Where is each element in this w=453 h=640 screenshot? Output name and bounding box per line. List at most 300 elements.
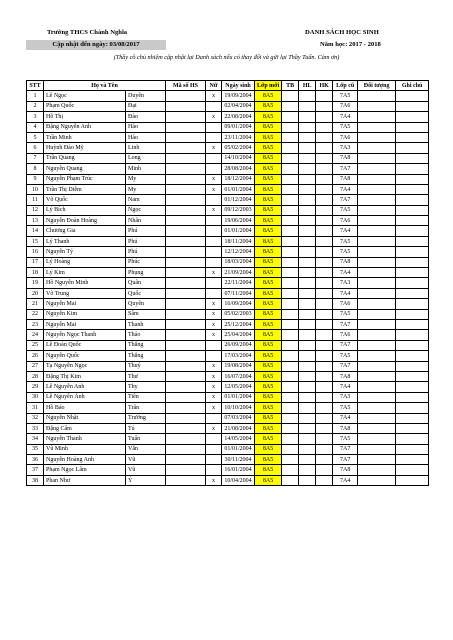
cell-new-class: 8A5 (255, 351, 282, 361)
cell-stt: 20 (27, 288, 44, 298)
cell-birthdate: 17/03/2004 (222, 351, 255, 361)
cell-birthdate: 26/09/2004 (222, 340, 255, 350)
cell-hk (316, 309, 333, 319)
cell-hl (299, 455, 316, 465)
cell-stt: 8 (27, 164, 44, 174)
col-header-name: Họ và Tên (44, 81, 166, 91)
cell-last-middle-name: Tạ Nguyễn Ngọc (44, 361, 126, 371)
cell-stt: 7 (27, 153, 44, 163)
cell-new-class: 8A5 (255, 382, 282, 392)
cell-female (206, 247, 222, 257)
cell-stt: 13 (27, 216, 44, 226)
table-row (27, 455, 429, 465)
cell-last-middle-name: Trần Thị Diễm (44, 184, 126, 194)
cell-new-class: 8A5 (255, 278, 282, 288)
col-header-birthdate: Ngày sinh (222, 81, 255, 91)
cell-category (358, 101, 396, 111)
cell-hk (316, 122, 333, 132)
cell-hk (316, 423, 333, 433)
cell-notes (396, 455, 429, 465)
cell-last-middle-name: Lý Thanh (44, 236, 126, 246)
cell-birthdate: 12/12/2004 (222, 247, 255, 257)
cell-new-class: 8A5 (255, 257, 282, 267)
cell-new-class: 8A5 (255, 268, 282, 278)
cell-notes (396, 257, 429, 267)
cell-hl (299, 184, 316, 194)
cell-tb (282, 91, 299, 101)
cell-new-class: 8A5 (255, 392, 282, 402)
cell-stt: 5 (27, 132, 44, 142)
cell-tb (282, 413, 299, 423)
cell-tb (282, 371, 299, 381)
cell-student-id (166, 403, 206, 413)
cell-old-class: 7A8 (333, 174, 358, 184)
cell-tb (282, 226, 299, 236)
cell-first-name: Vũ (126, 465, 166, 475)
cell-first-name: Nam (126, 195, 166, 205)
cell-old-class: 7A4 (333, 288, 358, 298)
cell-hk (316, 444, 333, 454)
cell-old-class: 7A3 (333, 392, 358, 402)
cell-last-middle-name: Chương Gia (44, 226, 126, 236)
cell-category (358, 132, 396, 142)
cell-birthdate: 22/11/2004 (222, 278, 255, 288)
cell-new-class: 8A5 (255, 236, 282, 246)
cell-category (358, 288, 396, 298)
cell-hl (299, 330, 316, 340)
cell-student-id (166, 465, 206, 475)
cell-old-class: 7A4 (333, 413, 358, 423)
cell-birthdate: 14/10/2004 (222, 153, 255, 163)
cell-stt: 9 (27, 174, 44, 184)
cell-last-middle-name: Nguyễn Quang (44, 164, 126, 174)
cell-student-id (166, 278, 206, 288)
cell-old-class: 7A5 (333, 205, 358, 215)
col-header-hk: HK (316, 81, 333, 91)
cell-hk (316, 91, 333, 101)
table-row (27, 392, 429, 402)
cell-notes (396, 122, 429, 132)
cell-stt: 35 (27, 444, 44, 454)
cell-stt: 19 (27, 278, 44, 288)
cell-female (206, 257, 222, 267)
cell-first-name: Vũ (126, 455, 166, 465)
cell-tb (282, 268, 299, 278)
cell-birthdate: 07/11/2004 (222, 288, 255, 298)
cell-hk (316, 132, 333, 142)
cell-first-name: Thy (126, 382, 166, 392)
cell-category (358, 174, 396, 184)
cell-tb (282, 330, 299, 340)
cell-first-name: Quốc (126, 288, 166, 298)
cell-old-class: 7A7 (333, 195, 358, 205)
table-header-row (27, 81, 429, 91)
cell-female (206, 351, 222, 361)
table-row (27, 278, 429, 288)
cell-first-name: Tú (126, 423, 166, 433)
cell-new-class: 8A5 (255, 309, 282, 319)
table-row (27, 247, 429, 257)
cell-tb (282, 112, 299, 122)
cell-hk (316, 101, 333, 111)
cell-category (358, 257, 396, 267)
cell-notes (396, 132, 429, 142)
cell-female: x (206, 330, 222, 340)
update-date-banner (26, 40, 166, 50)
cell-new-class: 8A5 (255, 122, 282, 132)
cell-first-name: Nhân (126, 216, 166, 226)
cell-first-name: Long (126, 153, 166, 163)
page-title: DANH SÁCH HỌC SINH (305, 29, 379, 36)
cell-female: x (206, 361, 222, 371)
cell-last-middle-name: Lê Ngọc (44, 91, 126, 101)
cell-old-class: 7A4 (333, 382, 358, 392)
cell-tb (282, 122, 299, 132)
table-row (27, 423, 429, 433)
table-row (27, 143, 429, 153)
cell-first-name: Quân (126, 278, 166, 288)
cell-stt: 10 (27, 184, 44, 194)
cell-category (358, 340, 396, 350)
cell-student-id (166, 184, 206, 194)
cell-last-middle-name: Võ Trung (44, 288, 126, 298)
cell-hk (316, 112, 333, 122)
cell-old-class: 7A7 (333, 361, 358, 371)
cell-hl (299, 465, 316, 475)
cell-tb (282, 455, 299, 465)
cell-notes (396, 226, 429, 236)
table-row (27, 299, 429, 309)
cell-notes (396, 91, 429, 101)
table-row (27, 257, 429, 267)
cell-stt: 18 (27, 268, 44, 278)
cell-birthdate: 16/09/2004 (222, 299, 255, 309)
cell-hl (299, 423, 316, 433)
cell-last-middle-name: Đặng Thị Kim (44, 371, 126, 381)
cell-new-class: 8A5 (255, 340, 282, 350)
cell-female: x (206, 319, 222, 329)
cell-student-id (166, 153, 206, 163)
cell-hl (299, 278, 316, 288)
cell-notes (396, 268, 429, 278)
cell-student-id (166, 309, 206, 319)
cell-female (206, 434, 222, 444)
table-row (27, 268, 429, 278)
cell-notes (396, 413, 429, 423)
cell-notes (396, 351, 429, 361)
cell-last-middle-name: Lý Kim (44, 268, 126, 278)
cell-tb (282, 475, 299, 485)
cell-notes (396, 143, 429, 153)
cell-hl (299, 164, 316, 174)
cell-student-id (166, 319, 206, 329)
cell-birthdate: 01/01/2004 (222, 226, 255, 236)
cell-notes (396, 475, 429, 485)
cell-notes (396, 174, 429, 184)
cell-last-middle-name: Phan Như (44, 475, 126, 485)
cell-first-name: Thuý (126, 361, 166, 371)
cell-birthdate: 05/02/2003 (222, 309, 255, 319)
cell-last-middle-name: Nguyễn Đoàn Hoàng (44, 216, 126, 226)
col-header-new-class: Lớp mới (255, 81, 282, 91)
table-row (27, 216, 429, 226)
cell-student-id (166, 195, 206, 205)
cell-hk (316, 382, 333, 392)
cell-notes (396, 299, 429, 309)
cell-student-id (166, 236, 206, 246)
table-row (27, 340, 429, 350)
col-header-category: Đối tượng (358, 81, 396, 91)
cell-first-name: Đại (126, 101, 166, 111)
cell-new-class: 8A5 (255, 288, 282, 298)
cell-tb (282, 309, 299, 319)
cell-new-class: 8A5 (255, 174, 282, 184)
cell-old-class: 7A4 (333, 184, 358, 194)
cell-category (358, 413, 396, 423)
cell-hk (316, 205, 333, 215)
cell-new-class: 8A5 (255, 101, 282, 111)
cell-new-class: 8A5 (255, 475, 282, 485)
table-row (27, 330, 429, 340)
cell-female: x (206, 475, 222, 485)
cell-stt: 28 (27, 371, 44, 381)
cell-student-id (166, 101, 206, 111)
cell-tb (282, 278, 299, 288)
cell-hl (299, 91, 316, 101)
cell-last-middle-name: Nguyễn Tý (44, 247, 126, 257)
cell-category (358, 351, 396, 361)
cell-student-id (166, 91, 206, 101)
cell-birthdate: 18/03/2004 (222, 257, 255, 267)
cell-notes (396, 423, 429, 433)
cell-female: x (206, 309, 222, 319)
cell-category (358, 164, 396, 174)
cell-hl (299, 413, 316, 423)
table-row (27, 164, 429, 174)
cell-female (206, 101, 222, 111)
table-row (27, 309, 429, 319)
cell-old-class: 7A7 (333, 444, 358, 454)
cell-first-name: Thư (126, 371, 166, 381)
cell-last-middle-name: Phạm Quốc (44, 101, 126, 111)
cell-hk (316, 184, 333, 194)
cell-birthdate: 19/09/2004 (222, 91, 255, 101)
cell-notes (396, 465, 429, 475)
col-header-tb: TB (282, 81, 299, 91)
cell-new-class: 8A5 (255, 91, 282, 101)
cell-student-id (166, 392, 206, 402)
cell-hl (299, 392, 316, 402)
cell-last-middle-name: Hồ Bảo (44, 403, 126, 413)
cell-hl (299, 288, 316, 298)
cell-birthdate: 21/08/2004 (222, 423, 255, 433)
cell-new-class: 8A5 (255, 465, 282, 475)
cell-new-class: 8A5 (255, 195, 282, 205)
cell-category (358, 278, 396, 288)
cell-stt: 25 (27, 340, 44, 350)
cell-new-class: 8A5 (255, 164, 282, 174)
cell-tb (282, 434, 299, 444)
cell-tb (282, 184, 299, 194)
school-name: Trường THCS Chánh Nghĩa (47, 29, 128, 36)
cell-hl (299, 351, 316, 361)
cell-hl (299, 112, 316, 122)
cell-hl (299, 309, 316, 319)
cell-hk (316, 455, 333, 465)
cell-last-middle-name: Phạm Ngọc Lâm (44, 465, 126, 475)
cell-new-class: 8A5 (255, 371, 282, 381)
table-row (27, 403, 429, 413)
table-body (27, 91, 429, 486)
cell-student-id (166, 330, 206, 340)
cell-last-middle-name: Nguyễn Mai (44, 319, 126, 329)
cell-old-class: 7A4 (333, 112, 358, 122)
cell-hl (299, 247, 316, 257)
cell-student-id (166, 226, 206, 236)
cell-new-class: 8A5 (255, 403, 282, 413)
cell-new-class: 8A5 (255, 216, 282, 226)
cell-female: x (206, 268, 222, 278)
cell-tb (282, 153, 299, 163)
cell-student-id (166, 455, 206, 465)
cell-category (358, 205, 396, 215)
cell-tb (282, 423, 299, 433)
cell-notes (396, 340, 429, 350)
cell-old-class: 7A5 (333, 351, 358, 361)
cell-category (358, 299, 396, 309)
cell-tb (282, 382, 299, 392)
cell-first-name: Thắng (126, 340, 166, 350)
cell-old-class: 7A6 (333, 216, 358, 226)
cell-old-class: 7A4 (333, 226, 358, 236)
cell-tb (282, 257, 299, 267)
cell-stt: 6 (27, 143, 44, 153)
cell-new-class: 8A5 (255, 455, 282, 465)
cell-category (358, 444, 396, 454)
cell-birthdate: 21/09/2004 (222, 268, 255, 278)
cell-notes (396, 164, 429, 174)
cell-category (358, 309, 396, 319)
cell-new-class: 8A5 (255, 319, 282, 329)
cell-hk (316, 195, 333, 205)
cell-old-class: 7A7 (333, 164, 358, 174)
cell-category (358, 268, 396, 278)
cell-birthdate: 10/10/2004 (222, 403, 255, 413)
cell-category (358, 195, 396, 205)
cell-stt: 27 (27, 361, 44, 371)
cell-tb (282, 403, 299, 413)
cell-tb (282, 288, 299, 298)
cell-tb (282, 465, 299, 475)
cell-hl (299, 340, 316, 350)
cell-tb (282, 299, 299, 309)
cell-hk (316, 143, 333, 153)
cell-notes (396, 216, 429, 226)
cell-first-name: Phụng (126, 268, 166, 278)
table-row (27, 444, 429, 454)
cell-student-id (166, 205, 206, 215)
table-row (27, 361, 429, 371)
cell-notes (396, 382, 429, 392)
cell-first-name: Hào (126, 122, 166, 132)
cell-birthdate: 25/12/2004 (222, 319, 255, 329)
cell-birthdate: 19/08/2004 (222, 361, 255, 371)
cell-category (358, 392, 396, 402)
table-row (27, 319, 429, 329)
cell-hk (316, 392, 333, 402)
cell-birthdate: 28/08/2004 (222, 164, 255, 174)
cell-last-middle-name: Nguyễn Thanh (44, 434, 126, 444)
cell-old-class: 7A7 (333, 340, 358, 350)
cell-first-name: Quyên (126, 299, 166, 309)
cell-old-class: 7A8 (333, 153, 358, 163)
cell-notes (396, 361, 429, 371)
cell-stt: 36 (27, 455, 44, 465)
cell-student-id (166, 143, 206, 153)
cell-notes (396, 330, 429, 340)
cell-tb (282, 132, 299, 142)
cell-category (358, 184, 396, 194)
cell-old-class: 7A6 (333, 299, 358, 309)
cell-last-middle-name: Nguyễn Ngọc Thanh (44, 330, 126, 340)
cell-old-class: 7A5 (333, 236, 358, 246)
cell-stt: 4 (27, 122, 44, 132)
cell-birthdate: 19/06/2004 (222, 216, 255, 226)
cell-hk (316, 403, 333, 413)
cell-tb (282, 247, 299, 257)
cell-stt: 3 (27, 112, 44, 122)
cell-female: x (206, 423, 222, 433)
cell-female (206, 444, 222, 454)
cell-hl (299, 236, 316, 246)
cell-old-class: 7A3 (333, 278, 358, 288)
cell-female: x (206, 112, 222, 122)
school-year: Năm học: 2017 - 2018 (320, 41, 381, 48)
cell-category (358, 226, 396, 236)
cell-last-middle-name: Đặng Nguyễn Anh (44, 122, 126, 132)
cell-student-id (166, 444, 206, 454)
cell-new-class: 8A5 (255, 226, 282, 236)
cell-new-class: 8A5 (255, 330, 282, 340)
cell-category (358, 475, 396, 485)
cell-hl (299, 143, 316, 153)
cell-birthdate: 14/05/2004 (222, 434, 255, 444)
cell-stt: 22 (27, 309, 44, 319)
cell-first-name: Trường (126, 413, 166, 423)
cell-first-name: Ngọc (126, 205, 166, 215)
cell-new-class: 8A5 (255, 143, 282, 153)
cell-first-name: My (126, 174, 166, 184)
student-list-table (26, 80, 429, 486)
cell-notes (396, 278, 429, 288)
cell-notes (396, 288, 429, 298)
cell-hk (316, 434, 333, 444)
cell-first-name: Sâm (126, 309, 166, 319)
cell-last-middle-name: Nguyễn Hoàng Anh (44, 455, 126, 465)
cell-new-class: 8A5 (255, 112, 282, 122)
cell-hk (316, 268, 333, 278)
cell-notes (396, 309, 429, 319)
cell-tb (282, 143, 299, 153)
cell-tb (282, 340, 299, 350)
cell-student-id (166, 174, 206, 184)
cell-female: x (206, 403, 222, 413)
table-row (27, 174, 429, 184)
cell-last-middle-name: Huỳnh Đào Mỹ (44, 143, 126, 153)
cell-hl (299, 268, 316, 278)
cell-last-middle-name: Nguyễn Mai (44, 299, 126, 309)
cell-hl (299, 361, 316, 371)
